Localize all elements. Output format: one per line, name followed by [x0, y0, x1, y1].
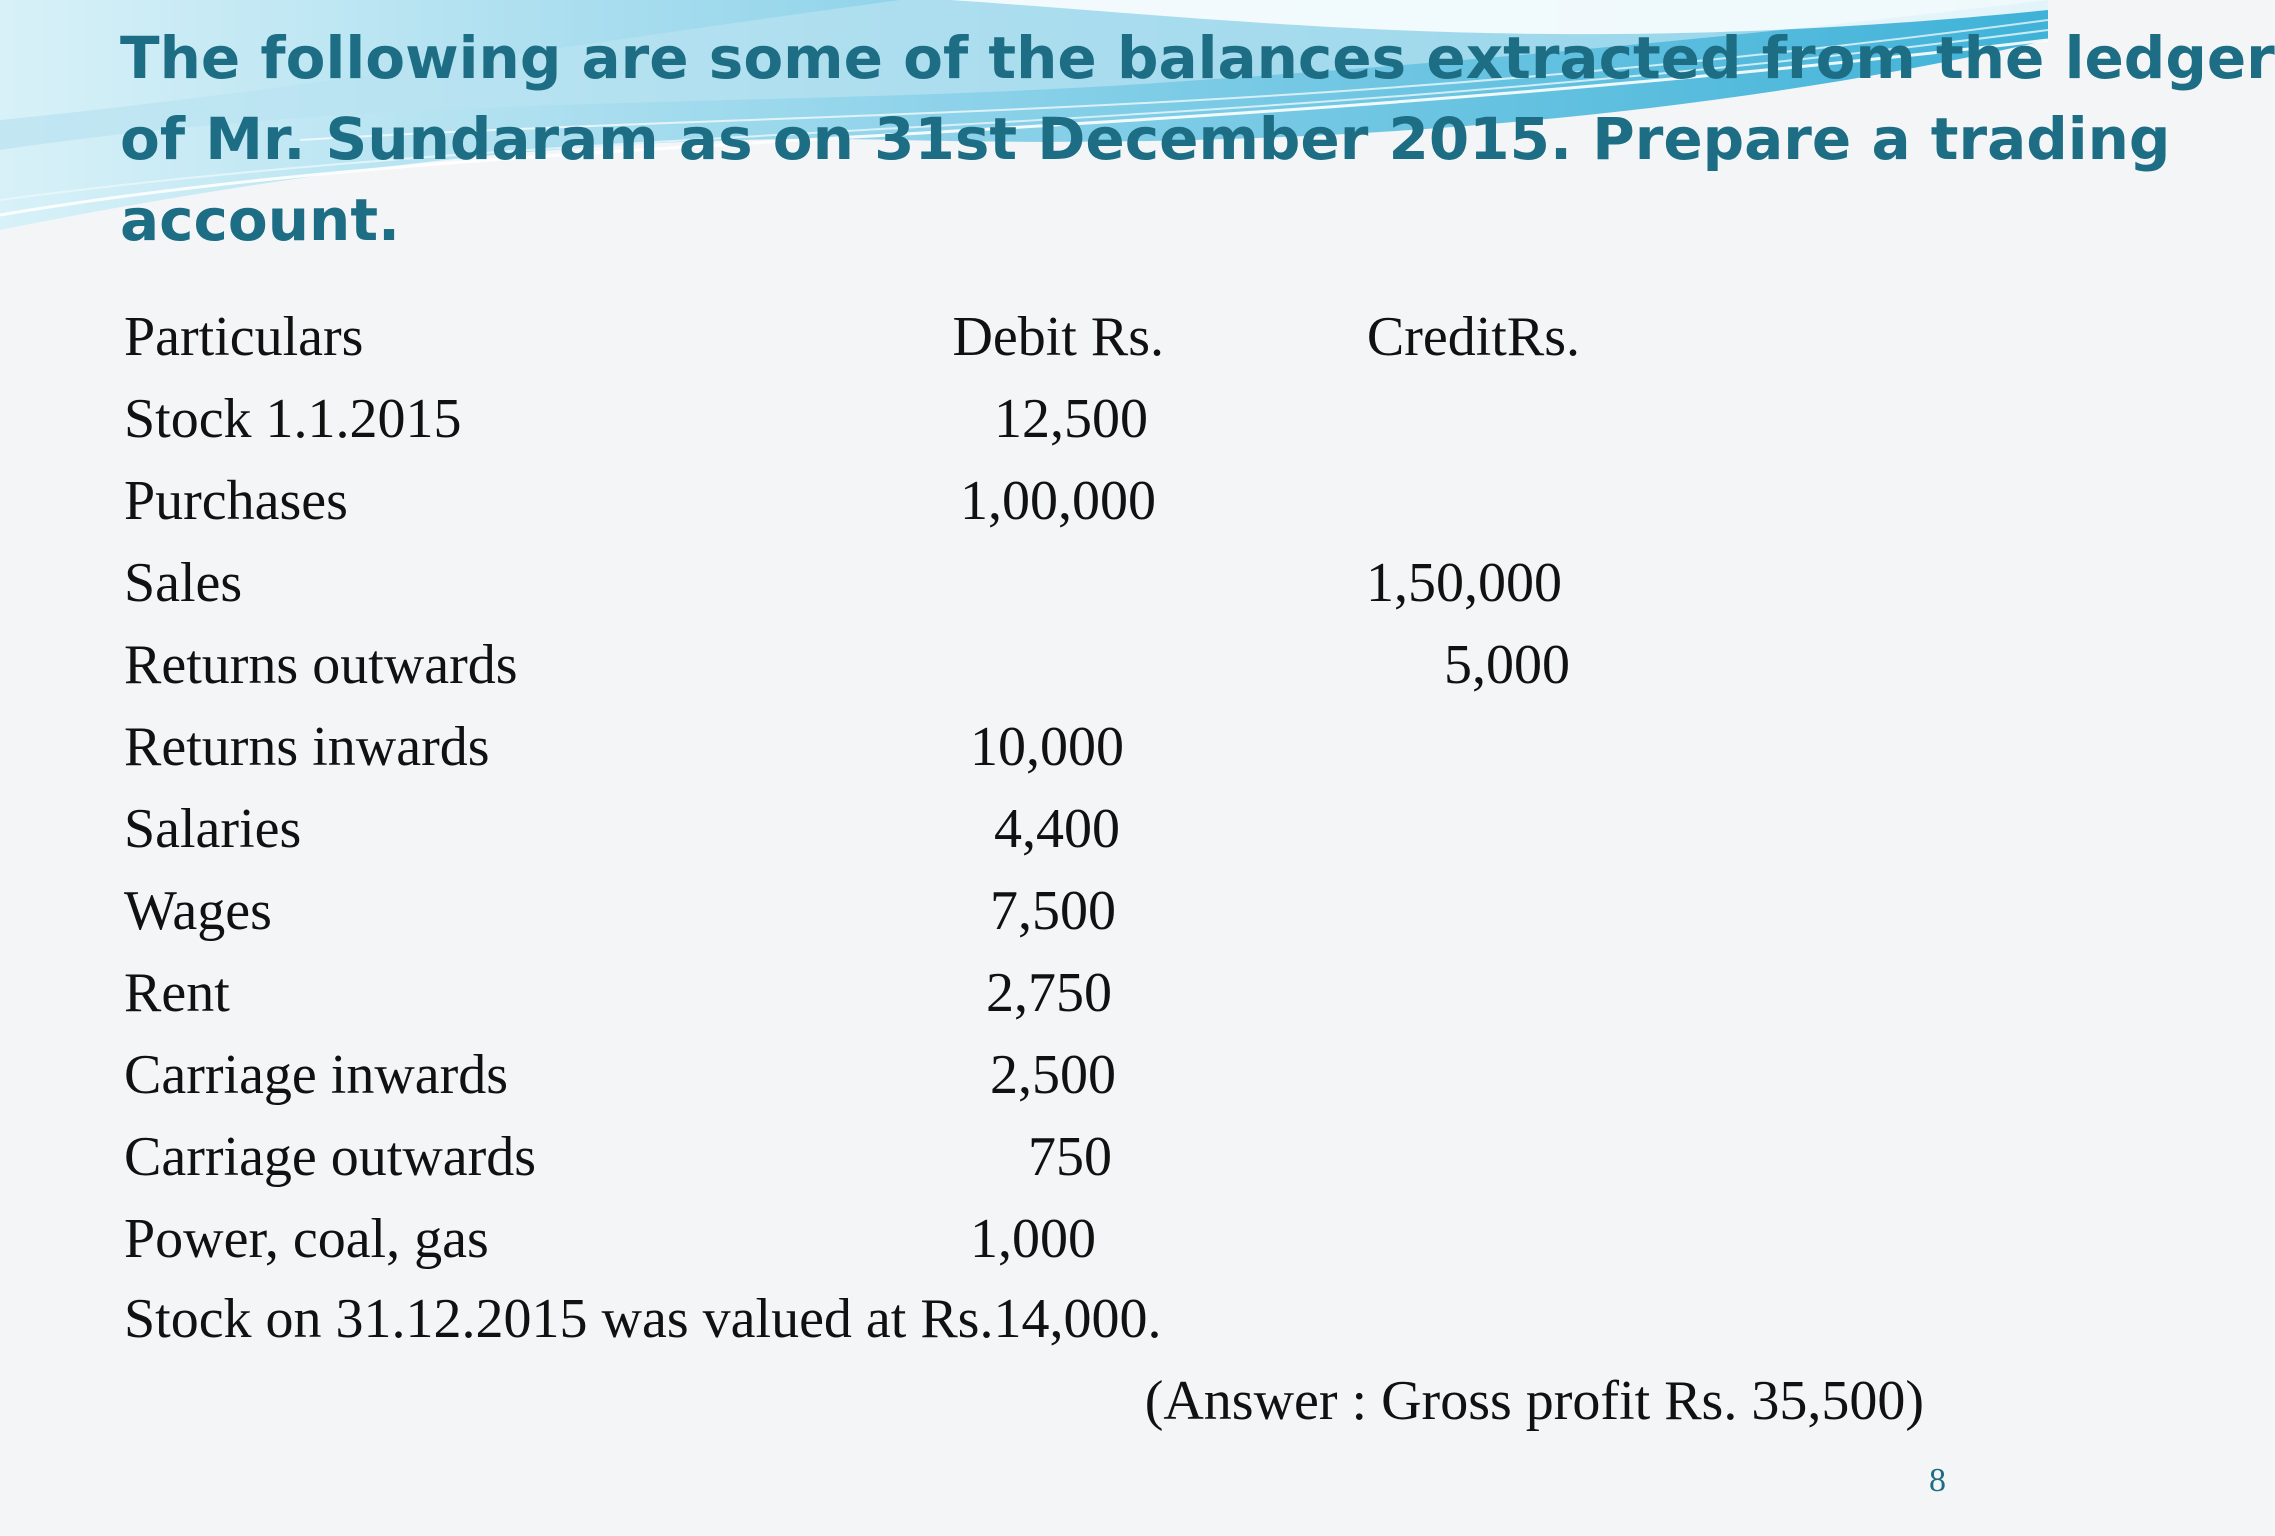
- header-credit: CreditRs.: [1366, 306, 1580, 368]
- slide-number: 8: [1929, 1462, 1946, 1499]
- header-particulars: Particulars: [124, 306, 364, 368]
- row-debit: 750: [1028, 1126, 1112, 1188]
- table-row: [0, 542, 2048, 624]
- row-debit: 10,000: [970, 716, 1124, 778]
- row-debit: 2,500: [990, 1044, 1116, 1106]
- table-row: [0, 624, 2048, 706]
- title-line-1: The following are some of the balances extracted from the ledger: [120, 24, 2275, 92]
- row-particular: Purchases: [124, 470, 348, 532]
- header-debit: Debit Rs.: [952, 306, 1164, 368]
- table-row: [0, 378, 2048, 460]
- table-row: [0, 1116, 2048, 1198]
- row-debit: 1,00,000: [960, 470, 1156, 532]
- table-row: [0, 460, 2048, 542]
- row-credit: 5,000: [1444, 634, 1570, 696]
- table-row: [0, 1198, 2048, 1280]
- row-particular: Power, coal, gas: [124, 1208, 489, 1270]
- row-particular: Carriage outwards: [124, 1126, 537, 1188]
- row-debit: 2,750: [986, 962, 1112, 1024]
- table-row: [0, 788, 2048, 870]
- table-row: [0, 870, 2048, 952]
- row-particular: Returns inwards: [124, 716, 490, 778]
- row-debit: 12,500: [994, 388, 1148, 450]
- row-debit: 4,400: [994, 798, 1120, 860]
- row-particular: Rent: [124, 962, 230, 1024]
- row-particular: Wages: [124, 880, 272, 942]
- table-row: [0, 706, 2048, 788]
- row-debit: 7,500: [990, 880, 1116, 942]
- row-particular: Returns outwards: [124, 634, 518, 696]
- closing-stock-note: Stock on 31.12.2015 was valued at Rs.14,000.: [124, 1288, 1162, 1350]
- row-credit: 1,50,000: [1366, 552, 1562, 614]
- table-row: [0, 1034, 2048, 1116]
- row-particular: Salaries: [124, 798, 302, 860]
- row-particular: Carriage inwards: [124, 1044, 509, 1106]
- table-row: [0, 952, 2048, 1034]
- answer-text: (Answer : Gross profit Rs. 35,500): [1144, 1370, 1924, 1432]
- row-particular: Stock 1.1.2015: [124, 388, 462, 450]
- table-header-row: [0, 296, 2048, 378]
- row-debit: 1,000: [970, 1208, 1096, 1270]
- title-line-2: of Mr. Sundaram as on 31st December 2015. Prepare a trading: [120, 105, 2171, 173]
- row-particular: Sales: [124, 552, 243, 614]
- title-line-3: account.: [120, 186, 401, 254]
